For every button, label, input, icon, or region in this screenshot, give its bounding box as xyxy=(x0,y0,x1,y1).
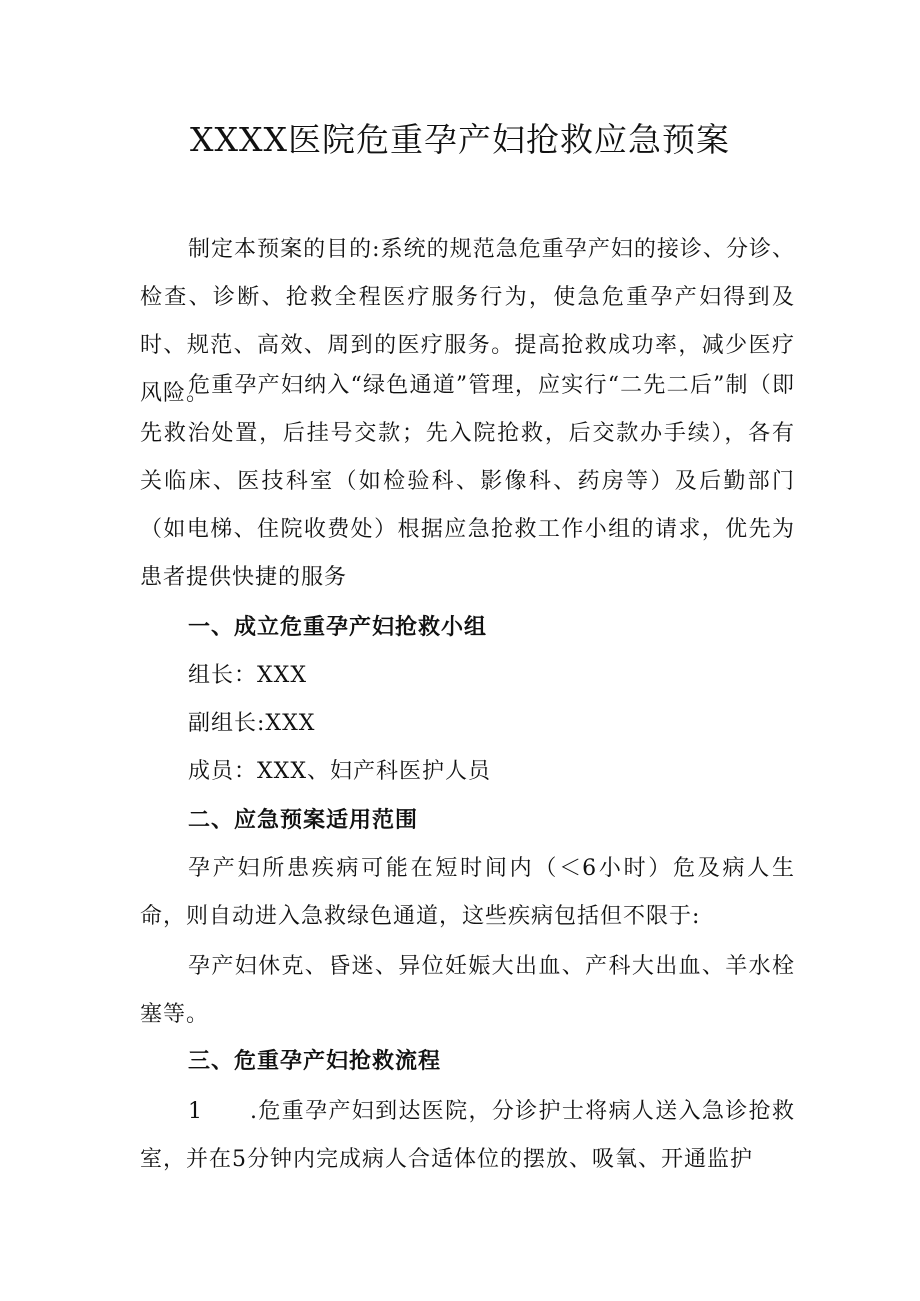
section-1-heading: 一、成立危重孕产妇抢救小组 xyxy=(188,615,488,640)
green-channel-paragraph: 危重孕产妇纳入“绿色通道”管理，应实行“二先二后”制（即先救治处置，后挂号交款；先入院抢救，后交款办手续），各有关临床、医技科室（如检验科、影像科、药房等）及后勤部门（如电梯、住院收费处）根据应急抢救工作小组的请求，优先为患者提供快捷的服务 xyxy=(140,373,795,590)
purpose-paragraph: 制定本预案的目的:系统的规范急危重孕产妇的接诊、分诊、检查、诊断、抢救全程医疗服务行为，使急危重孕产妇得到及时、规范、高效、周到的医疗服务。提高抢救成功率，减少医疗风险。 xyxy=(140,237,795,406)
section-2-heading: 二、应急预案适用范围 xyxy=(188,808,419,833)
disease-list-paragraph: 孕产妇休克、昏迷、异位妊娠大出血、产科大出血、羊水栓塞等。 xyxy=(140,954,795,1027)
group-members: 成员：XXX、妇产科医护人员 xyxy=(188,759,491,784)
scope-paragraph: 孕产妇所患疾病可能在短时间内（＜6小时）危及病人生命，则自动进入急救绿色通道，这些疾病包括但不限于: xyxy=(140,856,795,929)
document-title: XXXX医院危重孕产妇抢救应急预案 xyxy=(190,120,730,159)
group-leader: 组长：XXX xyxy=(188,663,307,688)
section-3-heading: 三、危重孕产妇抢救流程 xyxy=(188,1049,442,1074)
step-1-paragraph: 1 .危重孕产妇到达医院，分诊护士将病人送入急诊抢救室，并在5分钟内完成病人合适体位的摆放、吸氧、开通监护 xyxy=(140,1099,795,1172)
deputy-group-leader: 副组长:XXX xyxy=(188,711,316,736)
